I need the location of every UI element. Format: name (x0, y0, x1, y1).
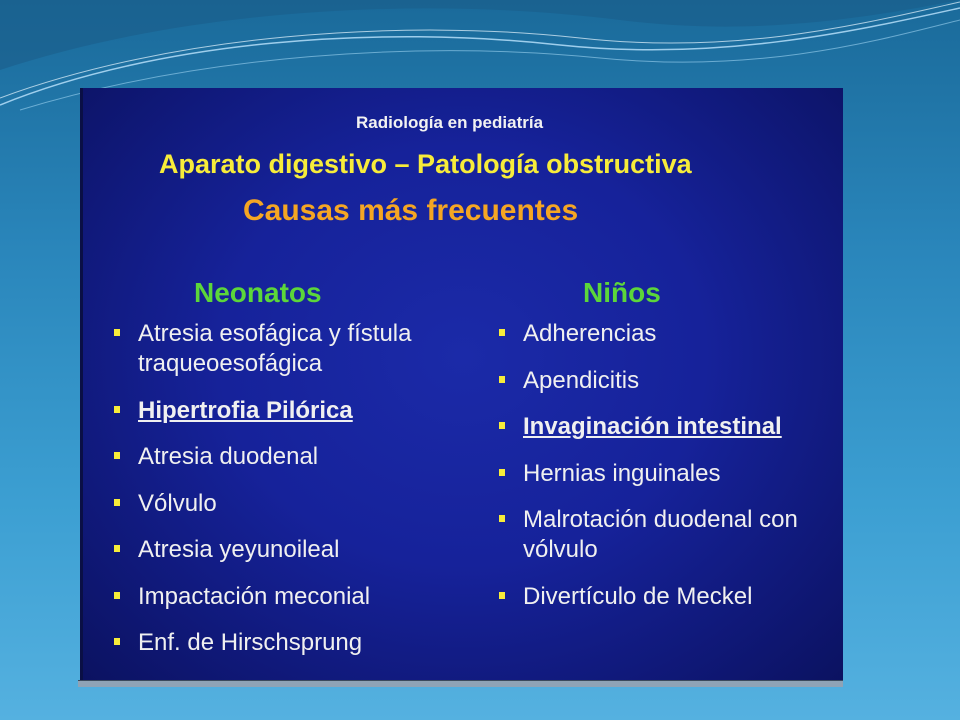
list-item-text: Hipertrofia Pilórica (138, 396, 353, 424)
list-item (523, 366, 639, 396)
bullet-icon (114, 329, 120, 336)
list-item-text: Malrotación duodenal con (523, 506, 798, 533)
list-item (138, 319, 411, 379)
list-item-text: traqueoesofágica (138, 350, 323, 377)
column-heading-neonatos: Neonatos (194, 277, 322, 308)
list-item-text: Vólvulo (138, 489, 217, 517)
list-item-text: Adherencias (523, 320, 657, 347)
list-item (523, 505, 798, 565)
list-item-text: Enf. de Hirschsprung (138, 629, 363, 656)
list-item (138, 535, 339, 565)
list-item (138, 442, 318, 472)
list-item (138, 628, 362, 658)
bullet-icon (499, 469, 505, 476)
slide-panel (80, 88, 843, 684)
slide-subject: Radiología en pediatría (356, 113, 544, 132)
slide-subtitle: Causas más frecuentes (243, 194, 579, 227)
bullet-icon (114, 499, 120, 506)
list-item-text: Impactación meconial (138, 582, 371, 610)
list-item-text: Atresia duodenal (138, 443, 319, 470)
list-item-text: Apendicitis (523, 366, 640, 394)
bullet-icon (499, 329, 505, 336)
list-item (138, 489, 217, 519)
bullet-icon (114, 638, 120, 645)
column-heading-ninos: Niños (583, 277, 661, 308)
bullet-icon (499, 376, 505, 383)
list-item-text: Divertículo de Meckel (523, 582, 753, 610)
list-item (523, 319, 656, 349)
bullet-icon (499, 422, 505, 429)
list-item (523, 412, 782, 442)
bullet-icon (114, 545, 120, 552)
list-item-text: Hernias inguinales (523, 459, 721, 487)
list-item (523, 459, 720, 489)
list-item-text: vólvulo (523, 536, 598, 563)
bullet-icon (114, 452, 120, 459)
list-item (138, 582, 370, 612)
bullet-icon (114, 406, 120, 413)
list-item-text: Atresia esofágica y fístula (138, 320, 412, 347)
list-item (138, 396, 353, 426)
bullet-icon (499, 592, 505, 599)
list-item (523, 582, 752, 612)
list-item-text: Invaginación intestinal (523, 413, 782, 440)
bullet-icon (499, 515, 505, 522)
slide-title: Aparato digestivo – Patología obstructiva (159, 149, 692, 179)
list-item-text: Atresia yeyunoileal (138, 536, 340, 563)
slide-bottom-edge (78, 680, 843, 687)
bullet-icon (114, 592, 120, 599)
